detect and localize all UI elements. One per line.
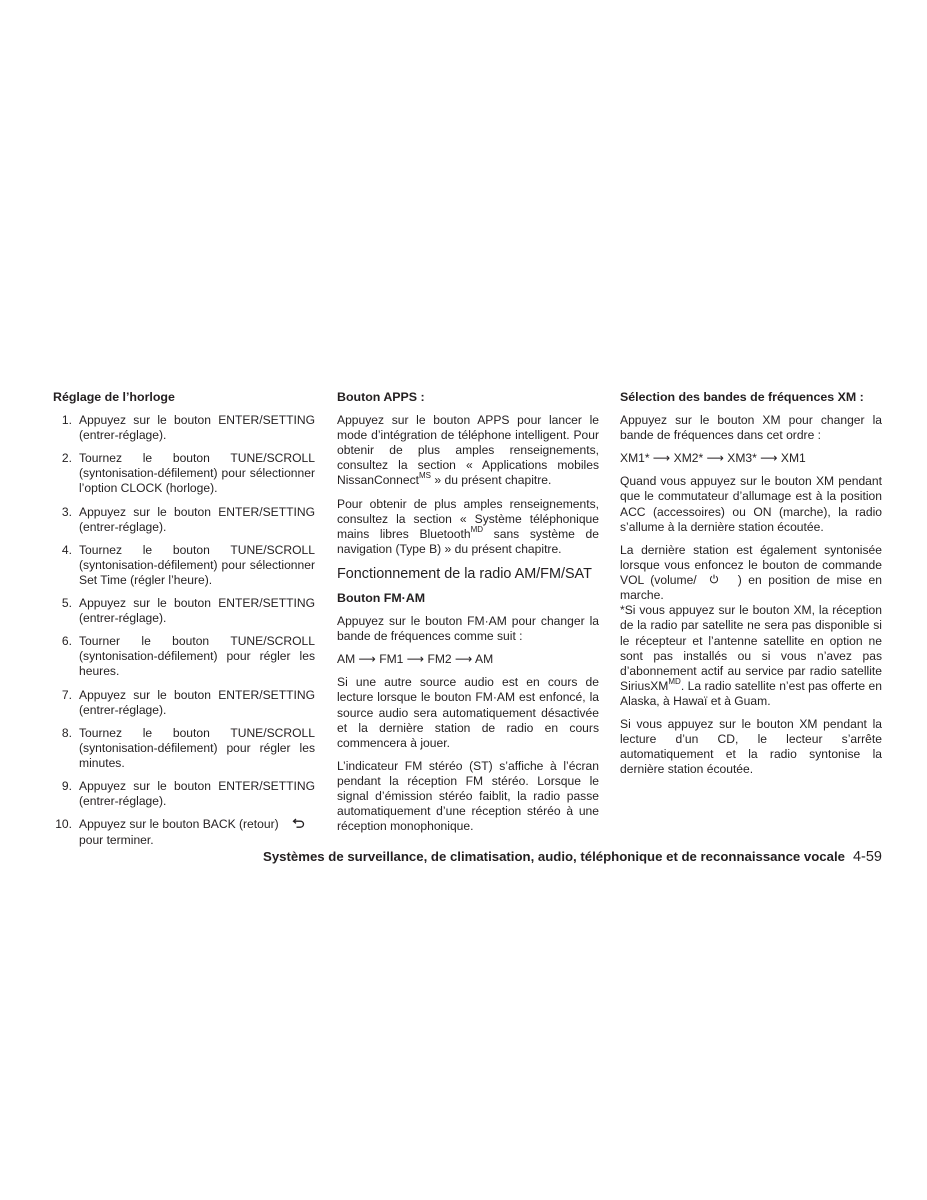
list-item: 10. Appuyez sur le bouton BACK (retour) pour terminer.: [53, 817, 315, 847]
page-footer: [0, 849, 882, 865]
column-clock-setting: [53, 390, 315, 856]
paragraph-fmam-3: L’indicateur FM stéréo (ST) s’affiche à l’écran pendant la réception FM stéréo. Lorsque le signal d’émission stéréo faiblit, la radio passe automatiquement d’une réception stéréo à une réception monophonique.: [337, 758, 599, 834]
paragraph-xm-3: La dernière station est également syntonisée lorsque vous enfoncez le bouton de commande VOL (volume/ ) en position de mise en marche.: [620, 542, 882, 603]
heading-xm-selection: Sélection des bandes de fréquences XM :: [620, 390, 864, 404]
column-xm-selection: [620, 390, 882, 785]
list-item: 2. Tournez le bouton TUNE/SCROLL (syntonisation-défilement) pour sélectionner l’option CLOCK (horloge).: [61, 451, 315, 496]
fmam-band-sequence: AM ⟶ FM1 ⟶ FM2 ⟶ AM: [337, 652, 494, 667]
heading-apps-button: Bouton APPS :: [337, 390, 425, 404]
paragraph-apps-2: Pour obtenir de plus amples renseignements, consultez la section « Système téléphonique mains libres Bluetooth$^{MD}$ sans système de navigation (Type B) » du présent chapitre.: [337, 496, 600, 556]
paragraph-xm-2: Quand vous appuyez sur le bouton XM pendant que le commutateur d’allumage est à la position ACC (accessoires) ou ON (marche), la radio s’allume à la dernière station écoutée.: [620, 474, 882, 534]
list-item: 8. Tournez le bouton TUNE/SCROLL (syntonisation-défilement) pour régler les minutes.: [61, 725, 315, 770]
power-icon: [709, 573, 719, 588]
list-item: 3. Appuyez sur le bouton ENTER/SETTING (entrer-réglage).: [61, 504, 315, 534]
xm-band-sequence: XM1* ⟶ XM2* ⟶ XM3* ⟶ XM1: [620, 451, 806, 466]
list-item: 1. Appuyez sur le bouton ENTER/SETTING (entrer-réglage).: [61, 413, 315, 443]
paragraph-xm-5: Si vous appuyez sur le bouton XM pendant la lecture d’un CD, le lecteur s’arrête automatiquement et la radio syntonise la dernière station écoutée.: [620, 717, 882, 777]
heading-fmam-button: Bouton FM·AM: [337, 590, 426, 605]
clock-steps-list: [53, 413, 315, 848]
chapter-title: Systèmes de surveillance, de climatisation, audio, téléphonique et de reconnaissance vocale: [263, 849, 845, 864]
paragraph-fmam-1: Appuyez sur le bouton FM·AM pour changer la bande de fréquences comme suit :: [337, 614, 599, 644]
back-arrow-icon: [292, 817, 305, 832]
list-item: 6. Tourner le bouton TUNE/SCROLL (syntonisation-défilement) pour régler les heures.: [61, 634, 315, 679]
list-item: 5. Appuyez sur le bouton ENTER/SETTING (entrer-réglage).: [61, 596, 315, 626]
paragraph-xm-4: *Si vous appuyez sur le bouton XM, la réception de la radio par satellite ne sera pas disponible si le récepteur et l’antenne satellite en option ne sont pas installés ou si vous n’avez pas d’abonnement actif au service par radio satellite SiriusXM$^{MD}$. La radio satellite n’est pas offerte en Alaska, à Hawaï et à Guam.: [620, 603, 882, 708]
list-item: 9. Appuyez sur le bouton ENTER/SETTING (entrer-réglage).: [61, 778, 315, 809]
paragraph-fmam-2: Si une autre source audio est en cours de lecture lorsque le bouton FM·AM est enfoncé, la source audio sera automatiquement désactivée et la dernière station de radio en cours commencera à jouer.: [337, 675, 599, 750]
list-item: 7. Appuyez sur le bouton ENTER/SETTING (entrer-réglage).: [61, 687, 315, 717]
paragraph-xm-1: Appuyez sur le bouton XM pour changer la bande de fréquences dans cet ordre :: [620, 413, 882, 443]
page-number: 4-59: [852, 849, 882, 865]
column-apps-radio: [337, 390, 599, 842]
paragraph-apps-1: Appuyez sur le bouton APPS pour lancer le mode d’intégration de téléphone intelligent. Pour obtenir de plus amples renseignements, consultez la section « Applications mobiles NissanConnect$^{MS}$ » du présent chapitre.: [337, 413, 599, 488]
heading-clock-setting: Réglage de l’horloge: [53, 390, 175, 404]
subheading-radio-operation: Fonctionnement de la radio AM/FM/SAT: [337, 565, 592, 582]
list-item: 4. Tournez le bouton TUNE/SCROLL (syntonisation-défilement) pour sélectionner Set Time (régler l’heure).: [61, 542, 315, 587]
